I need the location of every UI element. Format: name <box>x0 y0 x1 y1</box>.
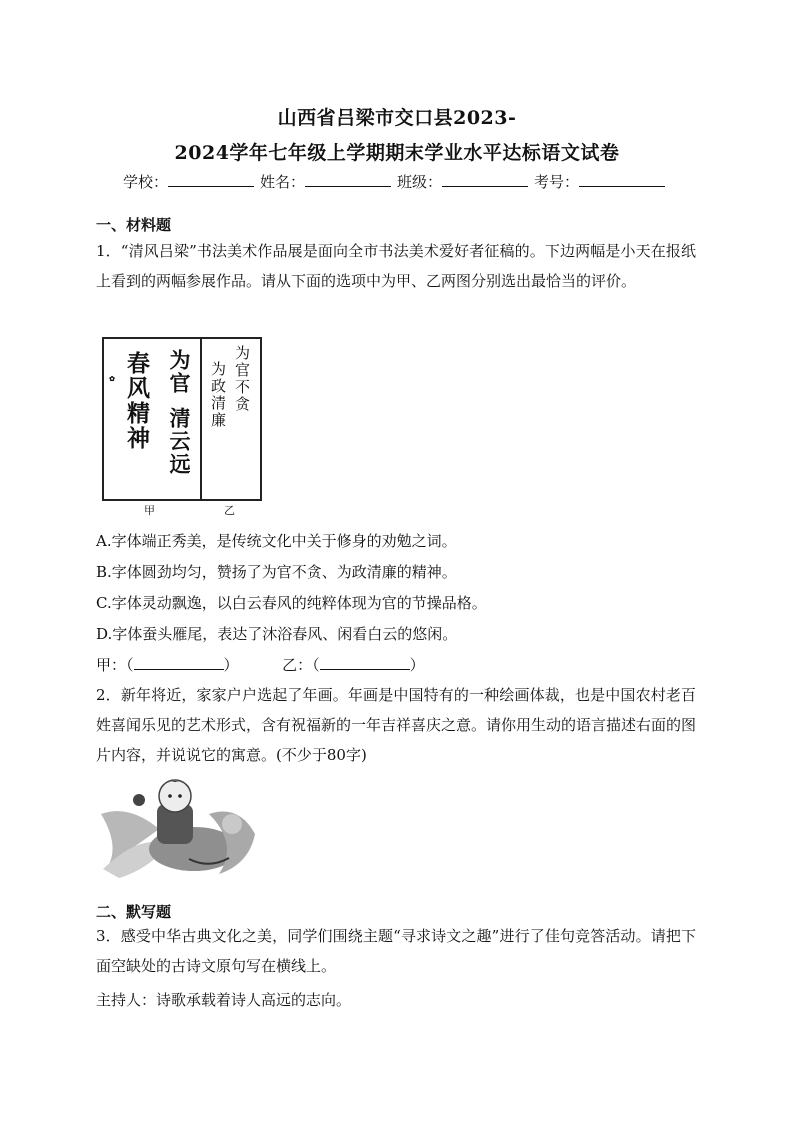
caption-jia: 甲 <box>144 504 155 517</box>
option-d: D.字体蚕头雁尾，表达了沐浴春风、闲看白云的悠闲。 <box>96 625 458 643</box>
caption-yi: 乙 <box>224 504 235 517</box>
section-heading-dictation: 二、默写题 <box>96 903 172 921</box>
answer-jia-label: 甲：（ <box>96 656 134 674</box>
host-line: 主持人：诗歌承载着诗人高远的志向。 <box>96 991 352 1009</box>
school-blank[interactable] <box>168 172 254 187</box>
question-2-text: 2．新年将近，家家户户选起了年画。年画是中国特有的一种绘画体裁，也是中国农村老百姓喜闻乐见的艺术形式，含有祝福新的一年吉祥喜庆之意。请你用生动的语言描述右面的图片内容，并说说它的寓意。(不少于80字) <box>96 686 697 764</box>
class-blank[interactable] <box>442 172 528 187</box>
student-info-row <box>0 171 794 192</box>
nianhua-image <box>99 774 257 880</box>
fish-eye <box>133 794 145 806</box>
calligraphy-a-col2: 春风精神 <box>123 351 150 451</box>
calligraphy-a-col1: 为官 <box>167 349 192 395</box>
question-1-text: 1．“清风吕梁”书法美术作品展是面向全市书法美术爱好者征稿的。下边两幅是小天在报纸上看到的两幅参展作品。请从下面的选项中为甲、乙两图分别选出最恰当的评价。 <box>96 242 696 290</box>
answer-yi-blank[interactable] <box>320 655 410 670</box>
name-blank[interactable] <box>305 172 391 187</box>
calligraphy-b-col2: 为政清廉 <box>209 361 227 429</box>
section-heading-materials: 一、材料题 <box>96 216 172 234</box>
calligraphy-b-col1: 为官不贪 <box>233 345 251 413</box>
number-blank[interactable] <box>579 172 665 187</box>
calligraphy-image <box>102 337 262 501</box>
answer-jia-close: ） <box>223 656 239 674</box>
answer-yi-close: ） <box>409 656 425 674</box>
school-label: 学校： <box>122 173 168 191</box>
child-face <box>159 780 191 812</box>
calligraphy-a-seal: ✿ <box>108 375 117 385</box>
lotus-flower <box>222 814 242 834</box>
option-a: A.字体端正秀美，是传统文化中关于修身的劝勉之词。 <box>96 532 457 550</box>
question-3-text: 3．感受中华古典文化之美，同学们围绕主题“寻求诗文之趣”进行了佳句竞答活动。请把下面空缺处的古诗文原句写在横线上。 <box>96 927 696 975</box>
option-c: C.字体灵动飘逸，以白云春风的纯粹体现为官的节操品格。 <box>96 594 487 612</box>
number-label: 考号： <box>534 173 580 191</box>
class-label: 班级： <box>397 173 443 191</box>
calligraphy-divider <box>200 339 202 499</box>
answer-yi-label: 乙：（ <box>282 656 320 674</box>
calligraphy-a-col1b: 清云远 <box>167 407 192 476</box>
exam-title-line1: 山西省吕梁市交口县2023- <box>277 107 517 129</box>
option-b: B.字体圆劲均匀，赞扬了为官不贪、为政清廉的精神。 <box>96 563 457 581</box>
name-label: 姓名： <box>259 173 305 191</box>
answer-jia-blank[interactable] <box>134 655 224 670</box>
answer-row <box>96 654 425 675</box>
exam-title-line2: 2024学年七年级上学期期末学业水平达标语文试卷 <box>174 142 620 164</box>
